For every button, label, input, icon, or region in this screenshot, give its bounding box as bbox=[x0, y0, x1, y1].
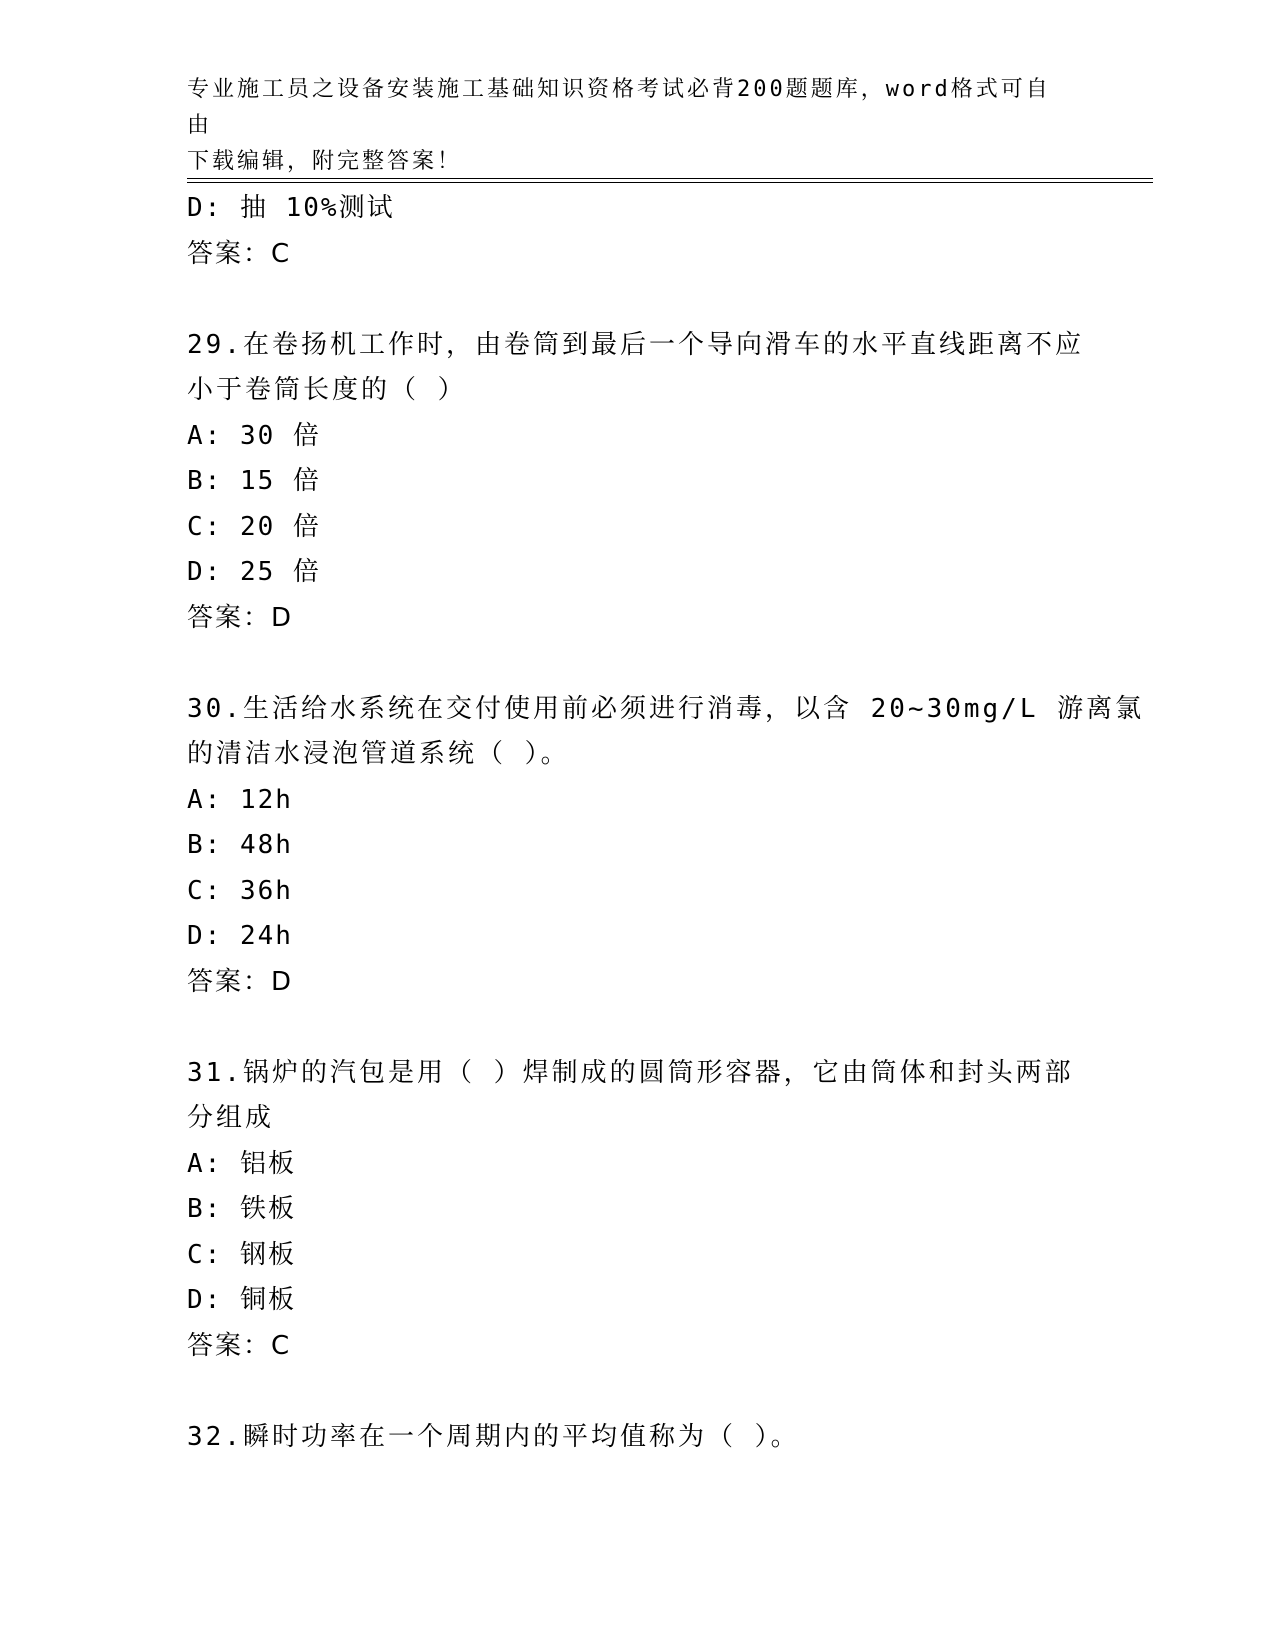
answer-line: 答案：C bbox=[187, 238, 292, 269]
option-a: A: 12h bbox=[187, 784, 293, 815]
option-c: C: 36h bbox=[187, 875, 293, 906]
question-text-cont: 的清洁水浸泡管道系统（ ）。 bbox=[187, 739, 570, 769]
document-header bbox=[187, 72, 1067, 180]
option-a: A: 30 倍 bbox=[187, 420, 321, 451]
option-d: D: 24h bbox=[187, 921, 293, 951]
answer-line: 答案：C bbox=[187, 1330, 292, 1361]
option-c: C: 钢板 bbox=[187, 1239, 296, 1270]
question-text: 29.在卷扬机工作时，由卷筒到最后一个导向滑车的水平直线距离不应 bbox=[187, 329, 1084, 360]
header-line-1: 专业施工员之设备安装施工基础知识资格考试必背200题题库，word格式可自由 bbox=[187, 77, 1051, 138]
question-text: 32.瞬时功率在一个周期内的平均值称为（ ）。 bbox=[187, 1421, 800, 1452]
question-text-cont: 小于卷筒长度的（ ） bbox=[187, 375, 467, 405]
header-divider-bottom bbox=[187, 182, 1153, 183]
question-text: 31.锅炉的汽包是用（ ）焊制成的圆筒形容器，它由筒体和封头两部 bbox=[187, 1057, 1074, 1088]
question-text-cont: 分组成 bbox=[187, 1103, 275, 1133]
question-text: 30.生活给水系统在交付使用前必须进行消毒，以含 20~30mg/L 游离氯 bbox=[187, 693, 1145, 724]
header-line-2: 下载编辑，附完整答案！ bbox=[187, 149, 463, 174]
option-b: B: 48h bbox=[187, 830, 293, 860]
option-a: A: 铝板 bbox=[187, 1148, 296, 1179]
header-divider-top bbox=[187, 178, 1153, 179]
option-d: D: 铜板 bbox=[187, 1285, 296, 1315]
answer-line: 答案：D bbox=[187, 966, 294, 997]
question-29 bbox=[187, 323, 1127, 642]
question-31 bbox=[187, 1051, 1127, 1370]
question-list bbox=[187, 186, 1145, 1460]
option-b: B: 铁板 bbox=[187, 1194, 296, 1224]
option-c: C: 20 倍 bbox=[187, 511, 321, 542]
answer-line: 答案：D bbox=[187, 602, 294, 633]
option-d: D: 25 倍 bbox=[187, 557, 321, 587]
question-30 bbox=[187, 687, 1145, 1006]
option-d: D: 抽 10%测试 bbox=[187, 193, 395, 223]
question-32 bbox=[187, 1415, 1127, 1461]
option-b: B: 15 倍 bbox=[187, 466, 321, 496]
